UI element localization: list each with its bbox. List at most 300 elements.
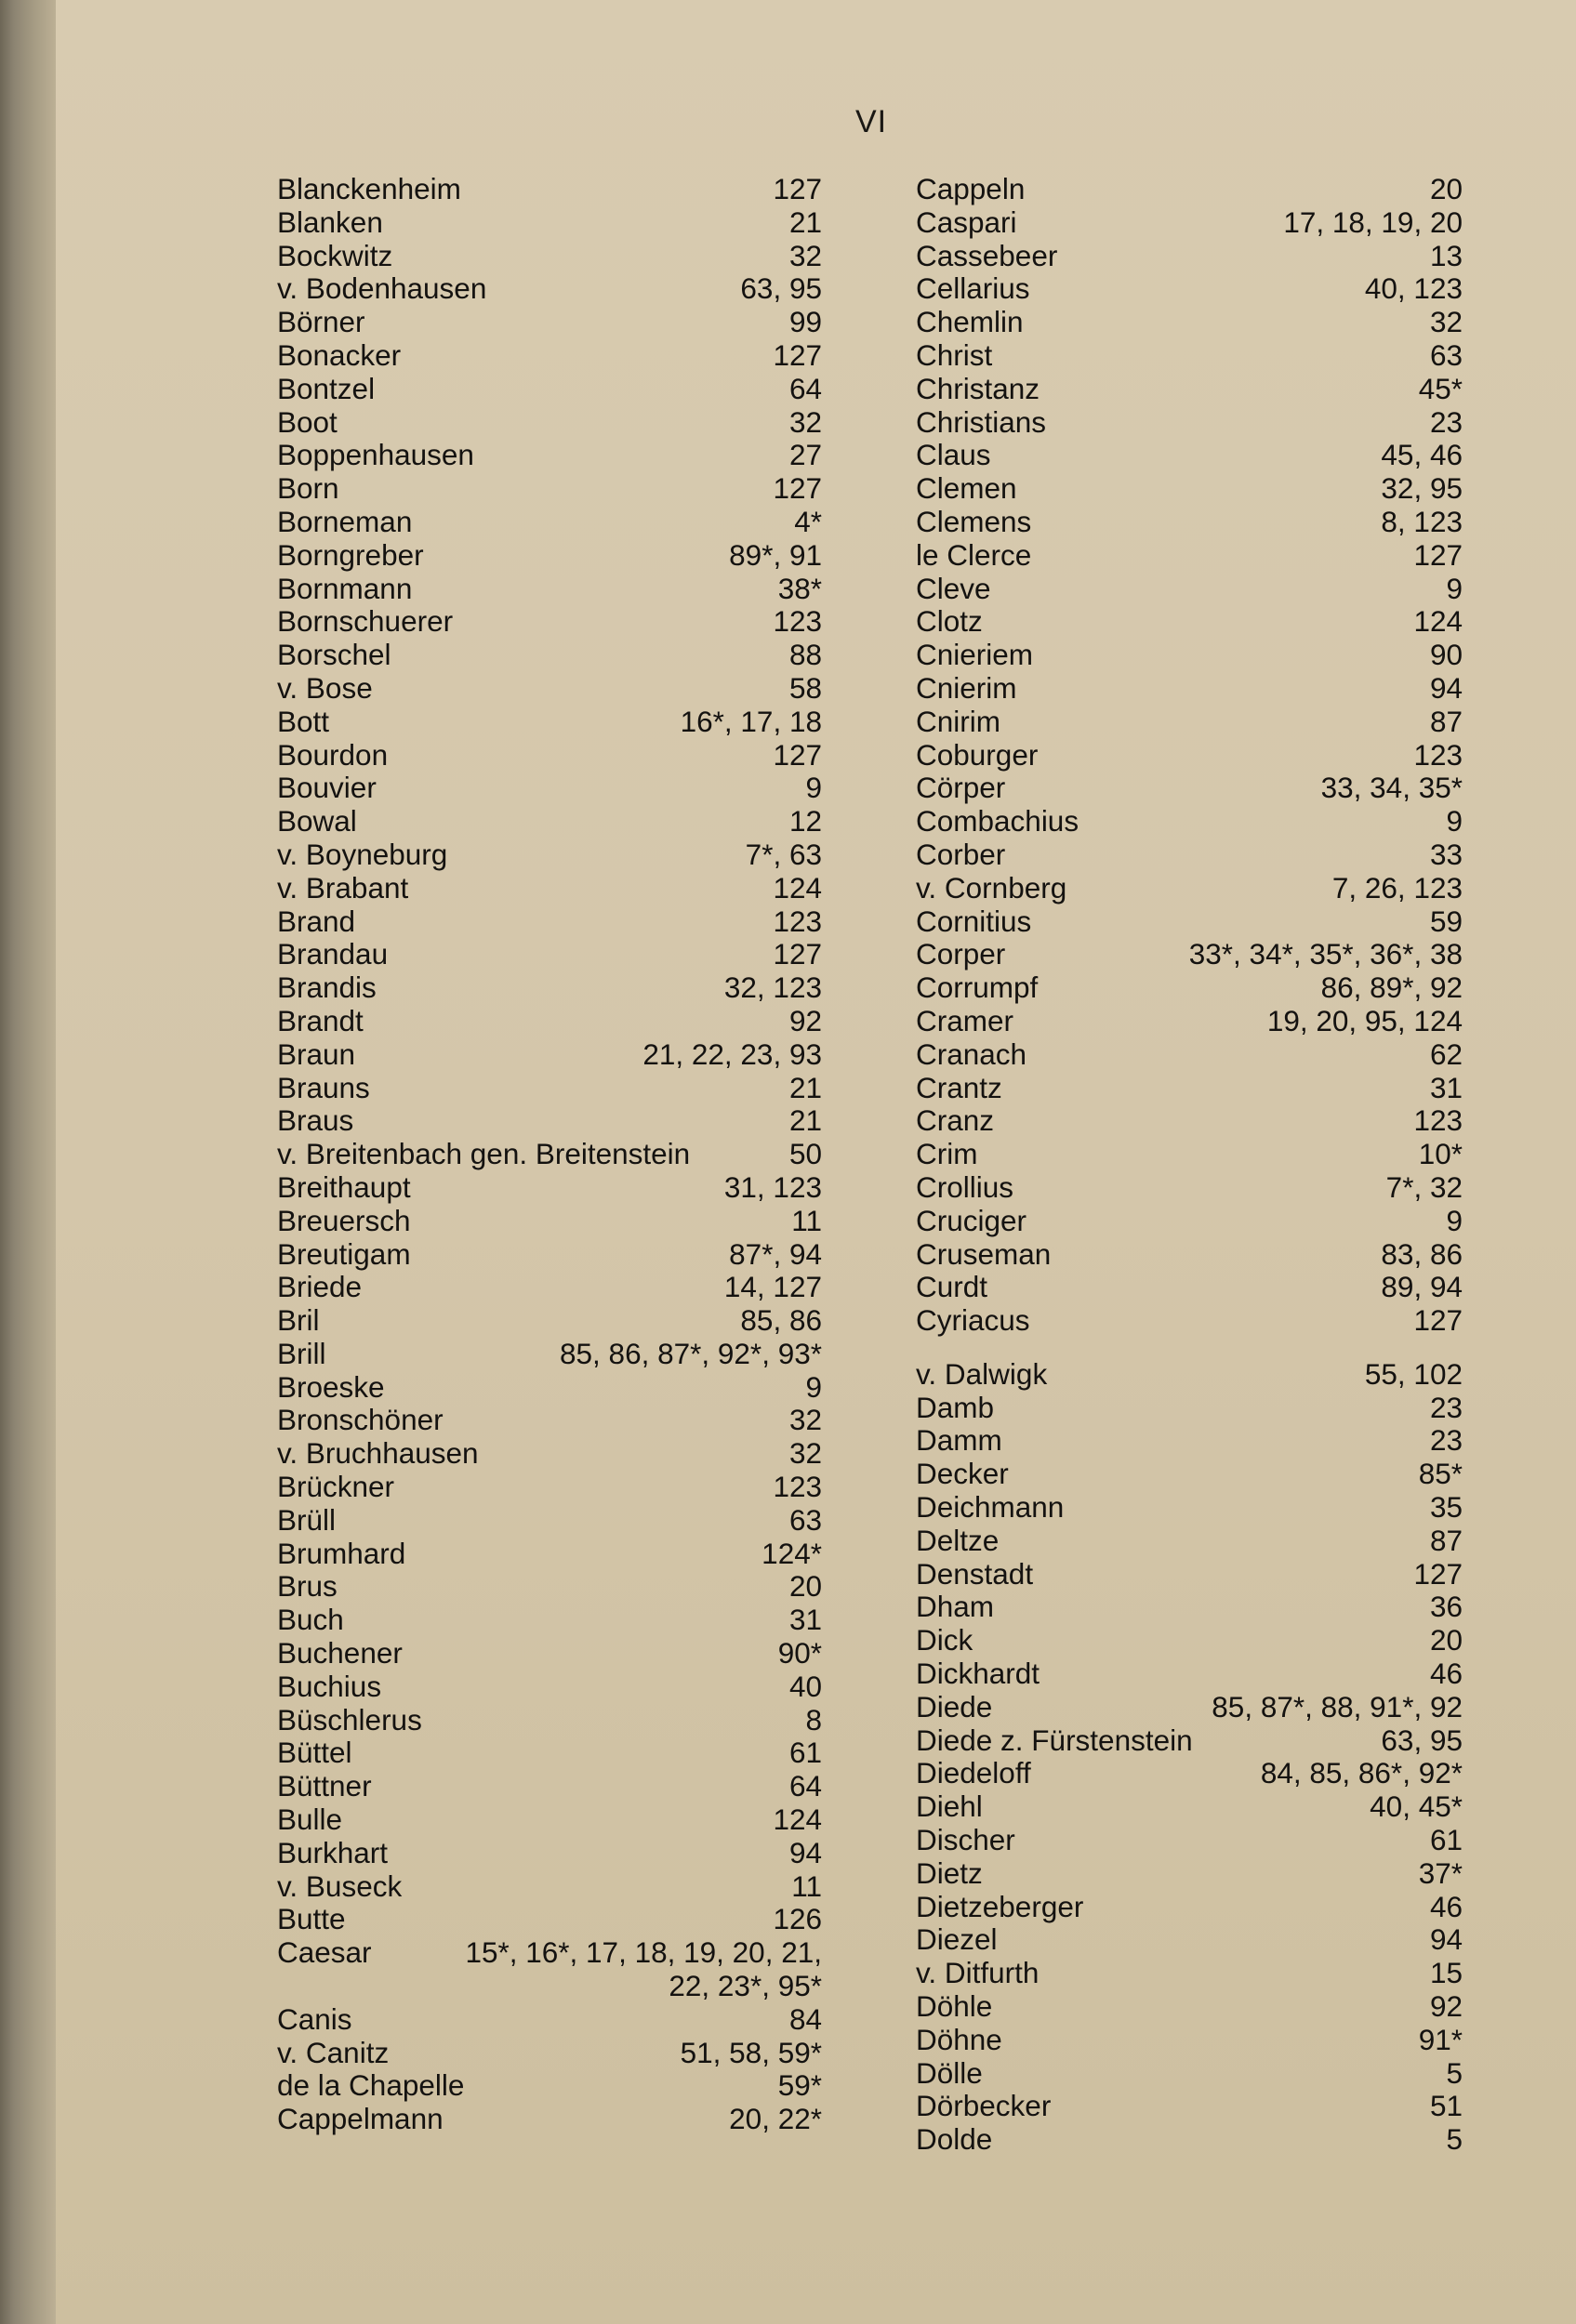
index-entry-pages: 85, 87*, 88, 91*, 92 xyxy=(1212,1689,1463,1723)
index-entry-name: Buch xyxy=(277,1603,344,1637)
index-entry xyxy=(277,240,822,273)
index-entry-name: de la Chapelle xyxy=(277,2068,465,2103)
index-entry-name: Döhne xyxy=(916,2022,1002,2056)
index-entry xyxy=(916,1824,1463,1857)
index-entry-pages: 4* xyxy=(794,504,822,538)
index-entry-name: Bronschöner xyxy=(277,1403,444,1437)
index-entry xyxy=(916,1525,1463,1558)
index-entry-pages: 33, 34, 35* xyxy=(1320,771,1463,805)
index-entry-pages: 59* xyxy=(777,2068,822,2103)
index-entry xyxy=(916,306,1463,339)
index-entry-pages: 127 xyxy=(773,737,822,772)
index-entry-pages: 94 xyxy=(1429,1922,1463,1957)
index-entry-name: Corper xyxy=(916,937,1006,971)
index-entry xyxy=(277,1338,822,1371)
index-entry-pages: 37* xyxy=(1418,1855,1463,1890)
index-entry xyxy=(277,1038,822,1072)
index-entry-pages: 27 xyxy=(788,438,822,472)
index-entry-pages: 31 xyxy=(788,1603,822,1637)
index-entry-pages: 32 xyxy=(788,1436,822,1471)
index-entry-pages: 16*, 17, 18 xyxy=(680,704,822,738)
index-entry-name: Crantz xyxy=(916,1070,1002,1104)
index-entry xyxy=(277,1072,822,1105)
page-number: VI xyxy=(855,104,888,139)
index-entry-name: Claus xyxy=(916,438,991,472)
index-entry xyxy=(277,838,822,872)
index-column-left xyxy=(277,173,822,2136)
index-entry-pages: 9 xyxy=(805,1369,822,1404)
index-entry xyxy=(916,1205,1463,1238)
index-entry-name: v. Bruchhausen xyxy=(277,1436,479,1471)
index-entry-pages: 63 xyxy=(1429,337,1463,372)
index-entry xyxy=(916,1891,1463,1924)
index-entry xyxy=(916,872,1463,905)
index-entry-pages: 32 xyxy=(1429,305,1463,339)
index-entry xyxy=(277,1404,822,1437)
index-entry-name: Brandt xyxy=(277,1003,364,1037)
index-entry-name: Burkhart xyxy=(277,1835,389,1869)
index-entry-name: Damb xyxy=(916,1390,995,1424)
index-entry-pages: 87 xyxy=(1429,1523,1463,1557)
index-entry xyxy=(916,1304,1463,1338)
index-entry xyxy=(277,206,822,240)
index-entry xyxy=(916,439,1463,472)
index-entry-pages: 84, 85, 86*, 92* xyxy=(1260,1756,1463,1790)
index-entry-name: v. Cornberg xyxy=(916,870,1067,905)
index-entry xyxy=(916,1072,1463,1105)
index-entry xyxy=(277,506,822,539)
index-entry xyxy=(916,1271,1463,1304)
index-entry xyxy=(916,706,1463,739)
index-entry xyxy=(277,1803,822,1837)
index-entry-name: Cyriacus xyxy=(916,1303,1030,1338)
index-entry xyxy=(916,1657,1463,1691)
index-entry xyxy=(916,373,1463,406)
index-entry xyxy=(277,2103,822,2136)
index-entry-name: Diede xyxy=(916,1689,993,1723)
index-entry xyxy=(916,1038,1463,1072)
index-entry-pages: 92 xyxy=(1429,1989,1463,2024)
index-entry xyxy=(277,306,822,339)
index-entry-pages: 8 xyxy=(805,1702,822,1736)
index-entry-pages: 64 xyxy=(788,371,822,405)
index-entry-name: Brill xyxy=(277,1336,326,1370)
index-entry-pages: 40, 123 xyxy=(1364,271,1463,306)
index-entry xyxy=(277,1138,822,1171)
index-entry xyxy=(916,1591,1463,1624)
index-entry xyxy=(916,938,1463,971)
index-entry-pages: 19, 20, 95, 124 xyxy=(1266,1003,1463,1037)
index-entry xyxy=(916,639,1463,672)
index-entry-name: Büttner xyxy=(277,1769,372,1803)
index-entry xyxy=(916,2057,1463,2091)
index-entry-pages: 9 xyxy=(1446,1203,1463,1237)
index-entry-pages: 9 xyxy=(1446,804,1463,838)
index-entry-pages: 89, 94 xyxy=(1381,1270,1463,1304)
index-entry xyxy=(916,1724,1463,1758)
index-entry-name: Crollius xyxy=(916,1169,1014,1204)
index-entry-name: Cnieriem xyxy=(916,638,1034,672)
index-entry xyxy=(277,1870,822,1904)
index-entry-name: Bowal xyxy=(277,804,357,838)
index-entry xyxy=(916,240,1463,273)
index-entry xyxy=(277,272,822,306)
index-entry-pages: 32 xyxy=(788,404,822,439)
book-binding-edge xyxy=(0,0,56,2324)
index-entry-pages: 92 xyxy=(788,1003,822,1037)
index-entry-pages: 94 xyxy=(1429,670,1463,705)
index-entry xyxy=(916,506,1463,539)
index-entry-pages: 5 xyxy=(1446,2055,1463,2090)
index-entry-pages: 90 xyxy=(1429,638,1463,672)
index-entry-pages: 123 xyxy=(773,604,822,639)
index-entry-pages: 124 xyxy=(773,870,822,905)
index-entry-name: v. Bose xyxy=(277,670,373,705)
index-entry xyxy=(277,339,822,373)
index-entry-name: v. Ditfurth xyxy=(916,1956,1040,1990)
index-entry-name: Coburger xyxy=(916,737,1039,772)
index-entry-name: Dietzeberger xyxy=(916,1889,1084,1923)
index-entry-name: Clemen xyxy=(916,471,1017,506)
index-entry-pages: 51, 58, 59* xyxy=(680,2035,822,2069)
index-entry-name: Diezel xyxy=(916,1922,998,1957)
index-entry-name: Cassebeer xyxy=(916,238,1058,272)
index-entry-pages: 32 xyxy=(788,1403,822,1437)
index-entry xyxy=(916,1790,1463,1824)
index-entry-name: Dietz xyxy=(916,1855,983,1890)
index-entry-pages: 86, 89*, 92 xyxy=(1320,971,1463,1005)
index-entry-pages: 21 xyxy=(788,1103,822,1138)
index-entry-name: Decker xyxy=(916,1457,1009,1491)
index-entry-name: Döhle xyxy=(916,1989,993,2024)
index-entry-pages: 88 xyxy=(788,638,822,672)
index-entry-name: Dham xyxy=(916,1590,995,1624)
index-entry-name: Dickhardt xyxy=(916,1657,1040,1691)
index-entry-name: Breithaupt xyxy=(277,1169,411,1204)
index-entry-pages: 10* xyxy=(1418,1137,1463,1171)
index-entry xyxy=(916,905,1463,939)
index-entry-name: Blanckenheim xyxy=(277,172,461,205)
index-entry-pages: 45, 46 xyxy=(1381,438,1463,472)
index-column-right xyxy=(916,173,1463,2157)
index-entry-pages: 7*, 32 xyxy=(1385,1169,1463,1204)
index-entry-name: Brumhard xyxy=(277,1536,406,1570)
index-entry-pages: 126 xyxy=(773,1902,822,1936)
index-entry-name: Cleve xyxy=(916,571,991,605)
index-entry-name: Cornitius xyxy=(916,904,1032,938)
index-entry-pages: 32, 95 xyxy=(1381,471,1463,506)
index-entry-name: Denstadt xyxy=(916,1556,1034,1591)
index-entry xyxy=(916,272,1463,306)
index-entry xyxy=(916,1358,1463,1392)
index-entry xyxy=(277,1271,822,1304)
index-entry-pages: 63 xyxy=(788,1502,822,1537)
index-entry xyxy=(277,439,822,472)
index-entry-pages: 38* xyxy=(777,571,822,605)
index-entry xyxy=(277,672,822,706)
index-entry xyxy=(916,173,1463,206)
index-entry-name: v. Canitz xyxy=(277,2035,390,2069)
index-entry-pages: 15*, 16*, 17, 18, 19, 20, 21, 22, 23*, 95* xyxy=(465,1935,822,2003)
index-entry-pages: 21 xyxy=(788,205,822,239)
index-entry xyxy=(916,1558,1463,1591)
index-entry xyxy=(916,573,1463,606)
index-entry-pages: 91* xyxy=(1418,2022,1463,2056)
index-entry xyxy=(277,605,822,639)
index-entry-name: v. Breitenbach gen. Breitenstein xyxy=(277,1137,691,1171)
index-entry-pages: 9 xyxy=(1446,571,1463,605)
index-entry-pages: 127 xyxy=(773,471,822,506)
index-entry xyxy=(277,706,822,739)
index-entry xyxy=(277,1437,822,1471)
index-entry-pages: 11 xyxy=(791,1868,822,1903)
index-entry xyxy=(916,971,1463,1005)
index-entry-pages: 21 xyxy=(788,1070,822,1104)
index-entry-name: Brandau xyxy=(277,937,389,971)
index-entry-name: Büschlerus xyxy=(277,1702,422,1736)
index-entry-pages: 94 xyxy=(788,1835,822,1869)
index-entry-name: Borngreber xyxy=(277,537,424,572)
index-entry-pages: 61 xyxy=(1429,1823,1463,1857)
index-entry xyxy=(277,1205,822,1238)
index-entry-pages: 17, 18, 19, 20 xyxy=(1283,205,1463,239)
index-entry-name: Cnirim xyxy=(916,704,1000,738)
index-entry xyxy=(277,1304,822,1338)
index-entry-pages: 40 xyxy=(788,1669,822,1703)
index-entry-pages: 15 xyxy=(1429,1956,1463,1990)
index-entry-pages: 13 xyxy=(1429,238,1463,272)
index-entry-pages: 127 xyxy=(1413,1556,1463,1591)
index-entry-pages: 33*, 34*, 35*, 36*, 38 xyxy=(1188,937,1463,971)
index-entry xyxy=(916,1757,1463,1790)
index-entry-pages: 35 xyxy=(1429,1490,1463,1525)
index-entry-name: Bouvier xyxy=(277,771,377,805)
index-entry-pages: 14, 127 xyxy=(723,1270,822,1304)
index-entry xyxy=(916,1392,1463,1425)
index-entry xyxy=(916,1491,1463,1525)
index-entry xyxy=(277,1570,822,1604)
index-entry xyxy=(277,472,822,506)
index-entry-pages: 124* xyxy=(762,1536,822,1570)
index-entry-name: Corber xyxy=(916,837,1006,871)
index-entry xyxy=(277,2037,822,2070)
index-entry xyxy=(277,639,822,672)
index-entry-name: Breuersch xyxy=(277,1203,411,1237)
index-entry xyxy=(916,2123,1463,2157)
index-entry-name: Caesar xyxy=(277,1935,372,1970)
index-entry-pages: 84 xyxy=(788,2001,822,2036)
index-entry-name: Buchius xyxy=(277,1669,382,1703)
index-entry xyxy=(277,739,822,772)
index-entry xyxy=(916,739,1463,772)
index-entry xyxy=(277,2003,822,2037)
index-entry-name: Borneman xyxy=(277,504,413,538)
index-entry xyxy=(277,1171,822,1205)
index-entry-pages: 21, 22, 23, 93 xyxy=(642,1037,822,1071)
index-entry-pages: 123 xyxy=(773,1470,822,1504)
index-entry xyxy=(916,1857,1463,1891)
index-entry xyxy=(916,339,1463,373)
index-entry-name: Cörper xyxy=(916,771,1006,805)
index-entry-pages: 83, 86 xyxy=(1381,1236,1463,1271)
index-entry-pages: 46 xyxy=(1429,1889,1463,1923)
index-entry-pages: 61 xyxy=(788,1736,822,1770)
index-entry xyxy=(916,1691,1463,1724)
index-entry-name: le Clerce xyxy=(916,537,1032,572)
index-entry-name: Dölle xyxy=(916,2055,983,2090)
index-entry-name: Brus xyxy=(277,1569,338,1604)
index-entry xyxy=(277,173,822,206)
index-entry-name: Cellarius xyxy=(916,271,1030,306)
index-entry xyxy=(277,1371,822,1405)
index-entry xyxy=(916,1957,1463,1990)
index-entry-pages: 32, 123 xyxy=(723,971,822,1005)
index-entry-name: Brandis xyxy=(277,971,377,1005)
index-entry xyxy=(916,472,1463,506)
index-entry-name: Christ xyxy=(916,337,993,372)
index-entry-name: Borschel xyxy=(277,638,391,672)
index-entry-name: Butte xyxy=(277,1902,346,1936)
index-entry-name: Cruseman xyxy=(916,1236,1052,1271)
index-entry-name: Cappelmann xyxy=(277,2102,444,2136)
index-entry xyxy=(277,2069,822,2103)
index-entry-pages: 85, 86 xyxy=(740,1303,822,1338)
index-entry-pages: 58 xyxy=(788,670,822,705)
index-entry-name: Caspari xyxy=(916,205,1017,239)
index-entry xyxy=(277,872,822,905)
index-entry-pages: 127 xyxy=(1413,1303,1463,1338)
index-entry-name: Cramer xyxy=(916,1003,1014,1037)
index-entry xyxy=(277,573,822,606)
index-entry xyxy=(277,1936,822,2003)
index-entry-pages: 127 xyxy=(773,172,822,205)
index-entry xyxy=(916,772,1463,805)
index-entry-name: Combachius xyxy=(916,804,1079,838)
index-entry xyxy=(916,2090,1463,2123)
index-entry-pages: 12 xyxy=(788,804,822,838)
index-entry xyxy=(916,539,1463,573)
index-entry-pages: 123 xyxy=(1413,1103,1463,1138)
index-entry-name: Christanz xyxy=(916,371,1040,405)
index-entry xyxy=(916,838,1463,872)
index-entry-name: v. Brabant xyxy=(277,870,409,905)
index-entry-name: v. Dalwigk xyxy=(916,1356,1048,1391)
index-entry-name: Christians xyxy=(916,404,1047,439)
index-entry-pages: 31, 123 xyxy=(723,1169,822,1204)
index-entry xyxy=(916,2024,1463,2057)
index-entry xyxy=(916,1990,1463,2024)
index-entry-pages: 89*, 91 xyxy=(729,537,822,572)
index-entry-pages: 20, 22* xyxy=(729,2102,822,2136)
index-entry-pages: 127 xyxy=(1413,537,1463,572)
index-entry xyxy=(277,406,822,440)
index-entry xyxy=(277,772,822,805)
index-entry-name: Bockwitz xyxy=(277,238,393,272)
index-entry-pages: 46 xyxy=(1429,1657,1463,1691)
index-entry xyxy=(916,1424,1463,1458)
index-entry xyxy=(277,1770,822,1803)
index-entry xyxy=(916,1104,1463,1138)
index-entry xyxy=(277,971,822,1005)
index-entry-pages: 59 xyxy=(1429,904,1463,938)
index-entry-pages: 8, 123 xyxy=(1381,504,1463,538)
index-entry-pages: 20 xyxy=(788,1569,822,1604)
index-entry xyxy=(277,1005,822,1038)
index-entry xyxy=(916,1005,1463,1038)
index-entry-name: Clotz xyxy=(916,604,983,639)
index-entry-pages: 20 xyxy=(1429,1623,1463,1657)
index-entry-name: Börner xyxy=(277,305,365,339)
index-entry-pages: 85* xyxy=(1418,1457,1463,1491)
index-entry-pages: 127 xyxy=(773,937,822,971)
index-entry-name: Chemlin xyxy=(916,305,1024,339)
index-entry-pages: 99 xyxy=(788,305,822,339)
index-entry xyxy=(916,1624,1463,1657)
index-entry-pages: 63, 95 xyxy=(1381,1723,1463,1757)
index-entry-name: Bulle xyxy=(277,1802,343,1837)
index-entry-name: Cranach xyxy=(916,1037,1027,1071)
index-entry-name: Diehl xyxy=(916,1789,983,1824)
index-entry-name: Corrumpf xyxy=(916,971,1039,1005)
index-entry-pages: 62 xyxy=(1429,1037,1463,1071)
index-entry-pages: 50 xyxy=(788,1137,822,1171)
index-entry xyxy=(916,406,1463,440)
index-entry-name: Cnierim xyxy=(916,670,1017,705)
index-entry-pages: 7, 26, 123 xyxy=(1331,870,1463,905)
index-entry-name: Boppenhausen xyxy=(277,438,474,472)
index-entry-name: Cappeln xyxy=(916,172,1026,205)
index-entry-pages: 20 xyxy=(1429,172,1463,205)
index-entry-name: Deltze xyxy=(916,1523,1000,1557)
index-entry-name: Canis xyxy=(277,2001,352,2036)
index-entry-pages: 33 xyxy=(1429,837,1463,871)
index-entry xyxy=(277,1736,822,1770)
index-entry xyxy=(277,805,822,838)
index-entry xyxy=(277,1504,822,1538)
index-entry-pages: 23 xyxy=(1429,1390,1463,1424)
index-entry-pages: 51 xyxy=(1429,2089,1463,2123)
index-entry-pages: 23 xyxy=(1429,404,1463,439)
index-entry xyxy=(916,206,1463,240)
index-entry xyxy=(916,1171,1463,1205)
index-entry xyxy=(277,1903,822,1936)
index-entry-name: Clemens xyxy=(916,504,1032,538)
index-entry-name: Bourdon xyxy=(277,737,389,772)
index-entry xyxy=(277,373,822,406)
index-entry-pages: 90* xyxy=(777,1636,822,1670)
index-entry-name: Bott xyxy=(277,704,330,738)
index-entry xyxy=(916,1458,1463,1491)
index-entry xyxy=(277,1604,822,1637)
index-entry-name: Crim xyxy=(916,1137,978,1171)
index-entry-name: Bonacker xyxy=(277,337,402,372)
index-entry-name: Diede z. Fürstenstein xyxy=(916,1723,1193,1757)
index-entry-name: Damm xyxy=(916,1423,1002,1458)
index-entry-name: Dick xyxy=(916,1623,973,1657)
index-entry xyxy=(277,938,822,971)
index-entry-name: Büttel xyxy=(277,1736,352,1770)
index-entry xyxy=(916,605,1463,639)
index-entry-name: Cranz xyxy=(916,1103,995,1138)
index-entry-pages: 5 xyxy=(1446,2122,1463,2157)
index-entry-name: Diedeloff xyxy=(916,1756,1031,1790)
index-entry-name: Bontzel xyxy=(277,371,376,405)
index-entry-name: Brückner xyxy=(277,1470,395,1504)
index-entry-name: v. Boyneburg xyxy=(277,837,448,871)
index-entry xyxy=(277,905,822,939)
index-entry-pages: 40, 45* xyxy=(1370,1789,1463,1824)
index-entry-pages: 32 xyxy=(788,238,822,272)
